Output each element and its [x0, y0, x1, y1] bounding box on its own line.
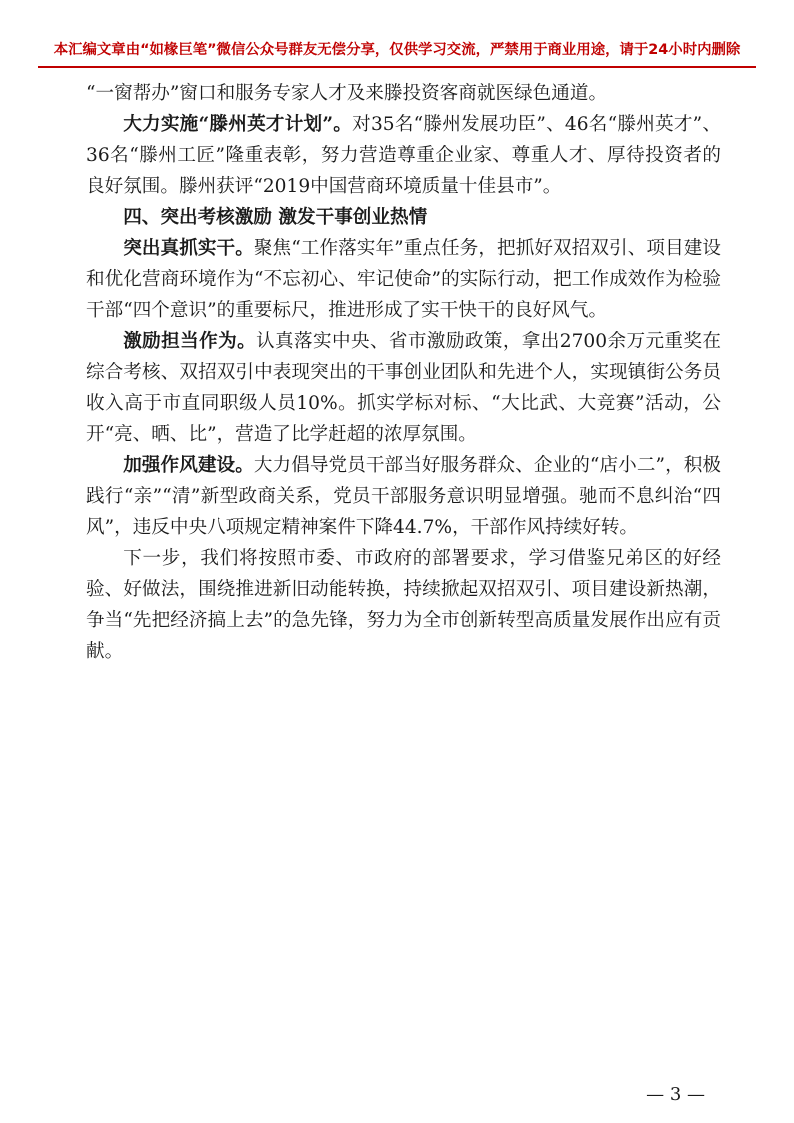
paragraph-6-lead: 加强作风建设。 — [123, 455, 254, 476]
paragraph-2-lead: 大力实施“滕州英才计划”。 — [123, 114, 353, 135]
paragraph-2 — [86, 109, 721, 202]
paragraph-7-text: 下一步，我们将按照市委、市政府的部署要求，学习借鉴兄弟区的好经验、好做法，围绕推进新旧动能转换，持续掀起双招双引、项目建设新热潮，争当“先把经济搞上去”的急先锋，努力为全市创新转型高质量发展作出应有贡献。 — [86, 548, 721, 662]
document-body — [86, 78, 721, 667]
paragraph-4 — [86, 233, 721, 326]
paragraph-5-lead: 激励担当作为。 — [123, 331, 257, 352]
paragraph-6-text: 大力倡导党员干部当好服务群众、企业的“店小二”，积极践行“亲”“清”新型政商关系，党员干部服务意识明显增强。驰而不息纠治“四风”，违反中央八项规定精神案件下降44.7%，干部作风持续好转。 — [86, 455, 721, 538]
paragraph-1-text: “一窗帮办”窗口和服务专家人才及来滕投资客商就医绿色通道。 — [86, 83, 608, 104]
copyright-banner: 本汇编文章由“如椽巨笔”微信公众号群友无偿分享，仅供学习交流，严禁用于商业用途，请于24小时内删除 — [38, 38, 756, 68]
paragraph-2-text: 对35名“滕州发展功臣”、46名“滕州英才”、36名“滕州工匠”隆重表彰，努力营造尊重企业家、尊重人才、厚待投资者的良好氛围。滕州获评“2019中国营商环境质量十佳县市”。 — [86, 114, 722, 197]
paragraph-5-text: 认真落实中央、省市激励政策，拿出2700余万元重奖在综合考核、双招双引中表现突出的干事创业团队和先进个人，实现镇街公务员收入高于市直同职级人员10%。抓实学标对标、“大比武、大竞赛”活动，公开“亮、晒、比”，营造了比学赶超的浓厚氛围。 — [86, 331, 721, 445]
paragraph-4-lead: 突出真抓实干。 — [123, 238, 254, 259]
page-number: — 3 — — [646, 1084, 705, 1105]
section-heading-text: 四、突出考核激励 激发干事创业热情 — [123, 207, 428, 228]
paragraph-1 — [86, 78, 721, 109]
paragraph-7 — [86, 543, 721, 667]
section-heading — [86, 202, 721, 233]
paragraph-4-text: 聚焦“工作落实年”重点任务，把抓好双招双引、项目建设和优化营商环境作为“不忘初心、牢记使命”的实际行动，把工作成效作为检验干部“四个意识”的重要标尺，推进形成了实干快干的良好风气。 — [86, 238, 721, 321]
paragraph-5 — [86, 326, 721, 450]
paragraph-6 — [86, 450, 721, 543]
